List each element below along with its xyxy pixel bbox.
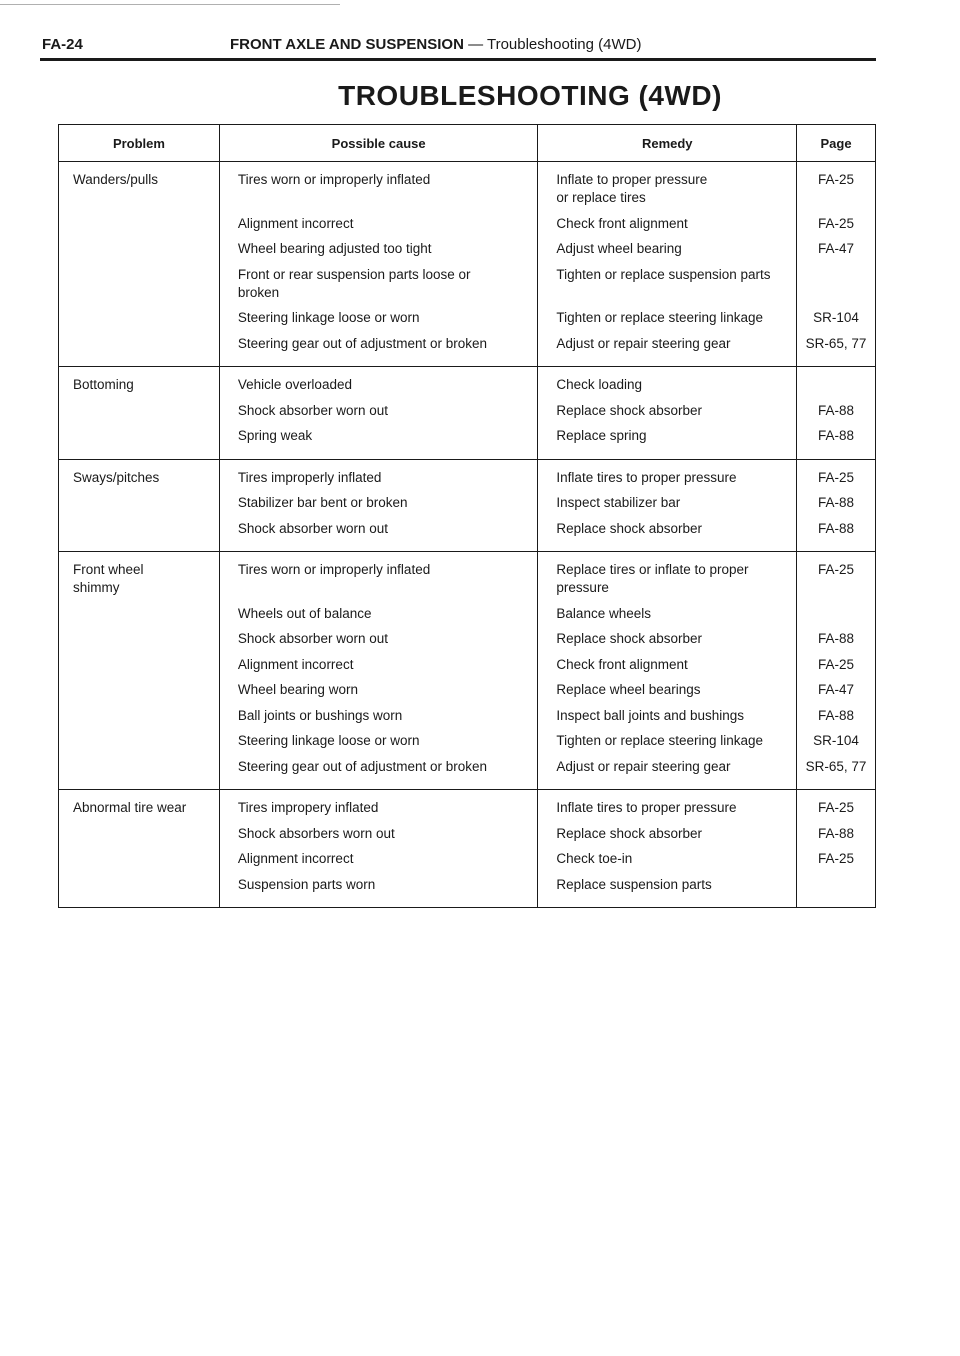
problem-text: Abnormal tire wear bbox=[73, 800, 187, 815]
cause-text: Tires worn or improperly inflated bbox=[237, 172, 431, 187]
cause-text: Front or rear suspension parts loose or broken bbox=[237, 266, 471, 300]
cause-cell bbox=[219, 459, 538, 552]
remedy-text: Adjust or repair steering gear bbox=[556, 335, 731, 351]
remedy-text: Replace tires or inflate to proper pressure bbox=[556, 562, 749, 595]
remedy-cell bbox=[538, 790, 797, 908]
remedy-text: Replace wheel bearings bbox=[556, 682, 701, 697]
page-text: SR-65, 77 bbox=[805, 758, 867, 774]
remedy-text: Inflate tires to proper pressure bbox=[556, 800, 737, 815]
remedy-text: Replace shock absorber bbox=[556, 520, 703, 536]
problem-text: Wanders/pulls bbox=[73, 172, 159, 187]
table-row bbox=[59, 367, 876, 460]
page-text: FA-25 bbox=[818, 215, 855, 231]
page-text: FA-88 bbox=[818, 631, 855, 646]
remedy-text: Tighten or replace suspension parts bbox=[556, 266, 771, 282]
page-text bbox=[797, 605, 875, 623]
cause-cell bbox=[219, 367, 538, 460]
page-text: FA-88 bbox=[818, 402, 855, 418]
page-header bbox=[40, 36, 876, 56]
page-text: FA-88 bbox=[818, 495, 855, 510]
remedy-cell bbox=[538, 552, 797, 790]
cause-text: Wheels out of balance bbox=[237, 605, 372, 621]
cause-text: Ball joints or bushings worn bbox=[237, 707, 403, 723]
cause-text: Spring weak bbox=[237, 428, 313, 443]
problem-cell bbox=[59, 552, 220, 790]
cause-text: Shock absorber worn out bbox=[237, 631, 388, 646]
cause-text: Steering gear out of adjustment or broken bbox=[237, 758, 488, 774]
cause-text: Alignment incorrect bbox=[237, 656, 354, 672]
cause-text: Alignment incorrect bbox=[237, 851, 354, 866]
remedy-text: Tighten or replace steering linkage bbox=[556, 733, 764, 748]
cause-text: Stabilizer bar bent or broken bbox=[237, 495, 408, 510]
cause-text: Wheel bearing adjusted too tight bbox=[237, 241, 432, 256]
page-text: FA-47 bbox=[818, 682, 855, 697]
problem-cell bbox=[59, 790, 220, 908]
column-header-problem: Problem bbox=[59, 125, 220, 162]
page-text: FA-25 bbox=[818, 656, 855, 672]
cause-text: Steering linkage loose or worn bbox=[237, 310, 420, 325]
remedy-text: Check loading bbox=[556, 377, 642, 392]
cause-text: Suspension parts worn bbox=[237, 876, 376, 892]
page-text bbox=[797, 876, 875, 894]
page-number: FA-24 bbox=[42, 36, 83, 53]
page-text: FA-25 bbox=[818, 172, 855, 187]
page-cell bbox=[797, 790, 876, 908]
remedy-text: Inspect stabilizer bar bbox=[556, 495, 681, 510]
cause-text: Steering linkage loose or worn bbox=[237, 733, 420, 748]
page-text: SR-65, 77 bbox=[805, 335, 867, 351]
table-header-row bbox=[59, 125, 876, 162]
remedy-text: Tighten or replace steering linkage bbox=[556, 310, 764, 325]
problem-text: Bottoming bbox=[73, 377, 134, 392]
page-text: FA-88 bbox=[818, 428, 855, 443]
remedy-text: Inspect ball joints and bushings bbox=[556, 707, 745, 723]
page-cell bbox=[797, 552, 876, 790]
remedy-text: Replace shock absorber bbox=[556, 631, 703, 646]
header-rule bbox=[40, 58, 876, 61]
remedy-text: Replace spring bbox=[556, 428, 647, 443]
problem-cell bbox=[59, 367, 220, 460]
cause-text: Vehicle overloaded bbox=[237, 377, 352, 392]
cause-cell bbox=[219, 790, 538, 908]
page-cell bbox=[797, 459, 876, 552]
section-subtitle: — Troubleshooting (4WD) bbox=[468, 36, 642, 53]
problem-text: Sways/pitches bbox=[73, 469, 160, 485]
remedy-text: Balance wheels bbox=[556, 605, 651, 621]
remedy-cell bbox=[538, 162, 797, 367]
page-text: FA-25 bbox=[818, 851, 855, 866]
remedy-text: Check toe-in bbox=[556, 851, 633, 866]
cause-cell bbox=[219, 552, 538, 790]
page-text: SR-104 bbox=[813, 310, 859, 325]
cause-text: Shock absorbers worn out bbox=[237, 825, 395, 841]
cause-text: Shock absorber worn out bbox=[237, 520, 388, 536]
cause-text: Alignment incorrect bbox=[237, 215, 354, 231]
problem-cell bbox=[59, 162, 220, 367]
page-cell bbox=[797, 162, 876, 367]
cause-text: Tires impropery inflated bbox=[237, 800, 379, 815]
remedy-text: Adjust wheel bearing bbox=[556, 241, 682, 256]
table-row bbox=[59, 552, 876, 790]
page-text: FA-25 bbox=[818, 562, 855, 577]
remedy-text: Adjust or repair steering gear bbox=[556, 758, 731, 774]
remedy-text: Replace shock absorber bbox=[556, 402, 703, 418]
page-text: FA-88 bbox=[818, 520, 855, 536]
page-text bbox=[797, 266, 875, 302]
remedy-cell bbox=[538, 459, 797, 552]
remedy-text: Check front alignment bbox=[556, 215, 688, 231]
column-header-cause: Possible cause bbox=[219, 125, 538, 162]
column-header-page: Page bbox=[797, 125, 876, 162]
troubleshooting-table bbox=[58, 124, 876, 908]
cause-text: Shock absorber worn out bbox=[237, 402, 388, 418]
problem-cell bbox=[59, 459, 220, 552]
section-title: FRONT AXLE AND SUSPENSION bbox=[230, 36, 464, 53]
remedy-text: Replace shock absorber bbox=[556, 825, 703, 841]
table-row bbox=[59, 459, 876, 552]
remedy-text: Inflate to proper pressure or replace tires bbox=[556, 172, 708, 205]
page-text: SR-104 bbox=[813, 733, 859, 748]
page-text: FA-25 bbox=[818, 800, 855, 815]
cause-text: Tires improperly inflated bbox=[237, 469, 382, 485]
problem-text: Front wheel shimmy bbox=[73, 562, 144, 595]
page-text bbox=[797, 376, 875, 394]
page-cell bbox=[797, 367, 876, 460]
top-edge-rule bbox=[0, 4, 340, 5]
cause-text: Wheel bearing worn bbox=[237, 682, 358, 697]
page-title: TROUBLESHOOTING (4WD) bbox=[338, 80, 722, 111]
remedy-text: Check front alignment bbox=[556, 656, 688, 672]
page-text: FA-88 bbox=[818, 707, 855, 723]
page-text: FA-47 bbox=[818, 241, 855, 256]
remedy-text: Replace suspension parts bbox=[556, 876, 712, 892]
page-text: FA-25 bbox=[818, 469, 855, 485]
page-text: FA-88 bbox=[818, 825, 855, 841]
cause-cell bbox=[219, 162, 538, 367]
cause-text: Steering gear out of adjustment or broken bbox=[237, 335, 488, 351]
remedy-text: Inflate tires to proper pressure bbox=[556, 469, 737, 485]
table-row bbox=[59, 162, 876, 367]
running-title bbox=[230, 36, 641, 53]
remedy-cell bbox=[538, 367, 797, 460]
cause-text: Tires worn or improperly inflated bbox=[237, 562, 431, 577]
table-row bbox=[59, 790, 876, 908]
column-header-remedy: Remedy bbox=[538, 125, 797, 162]
